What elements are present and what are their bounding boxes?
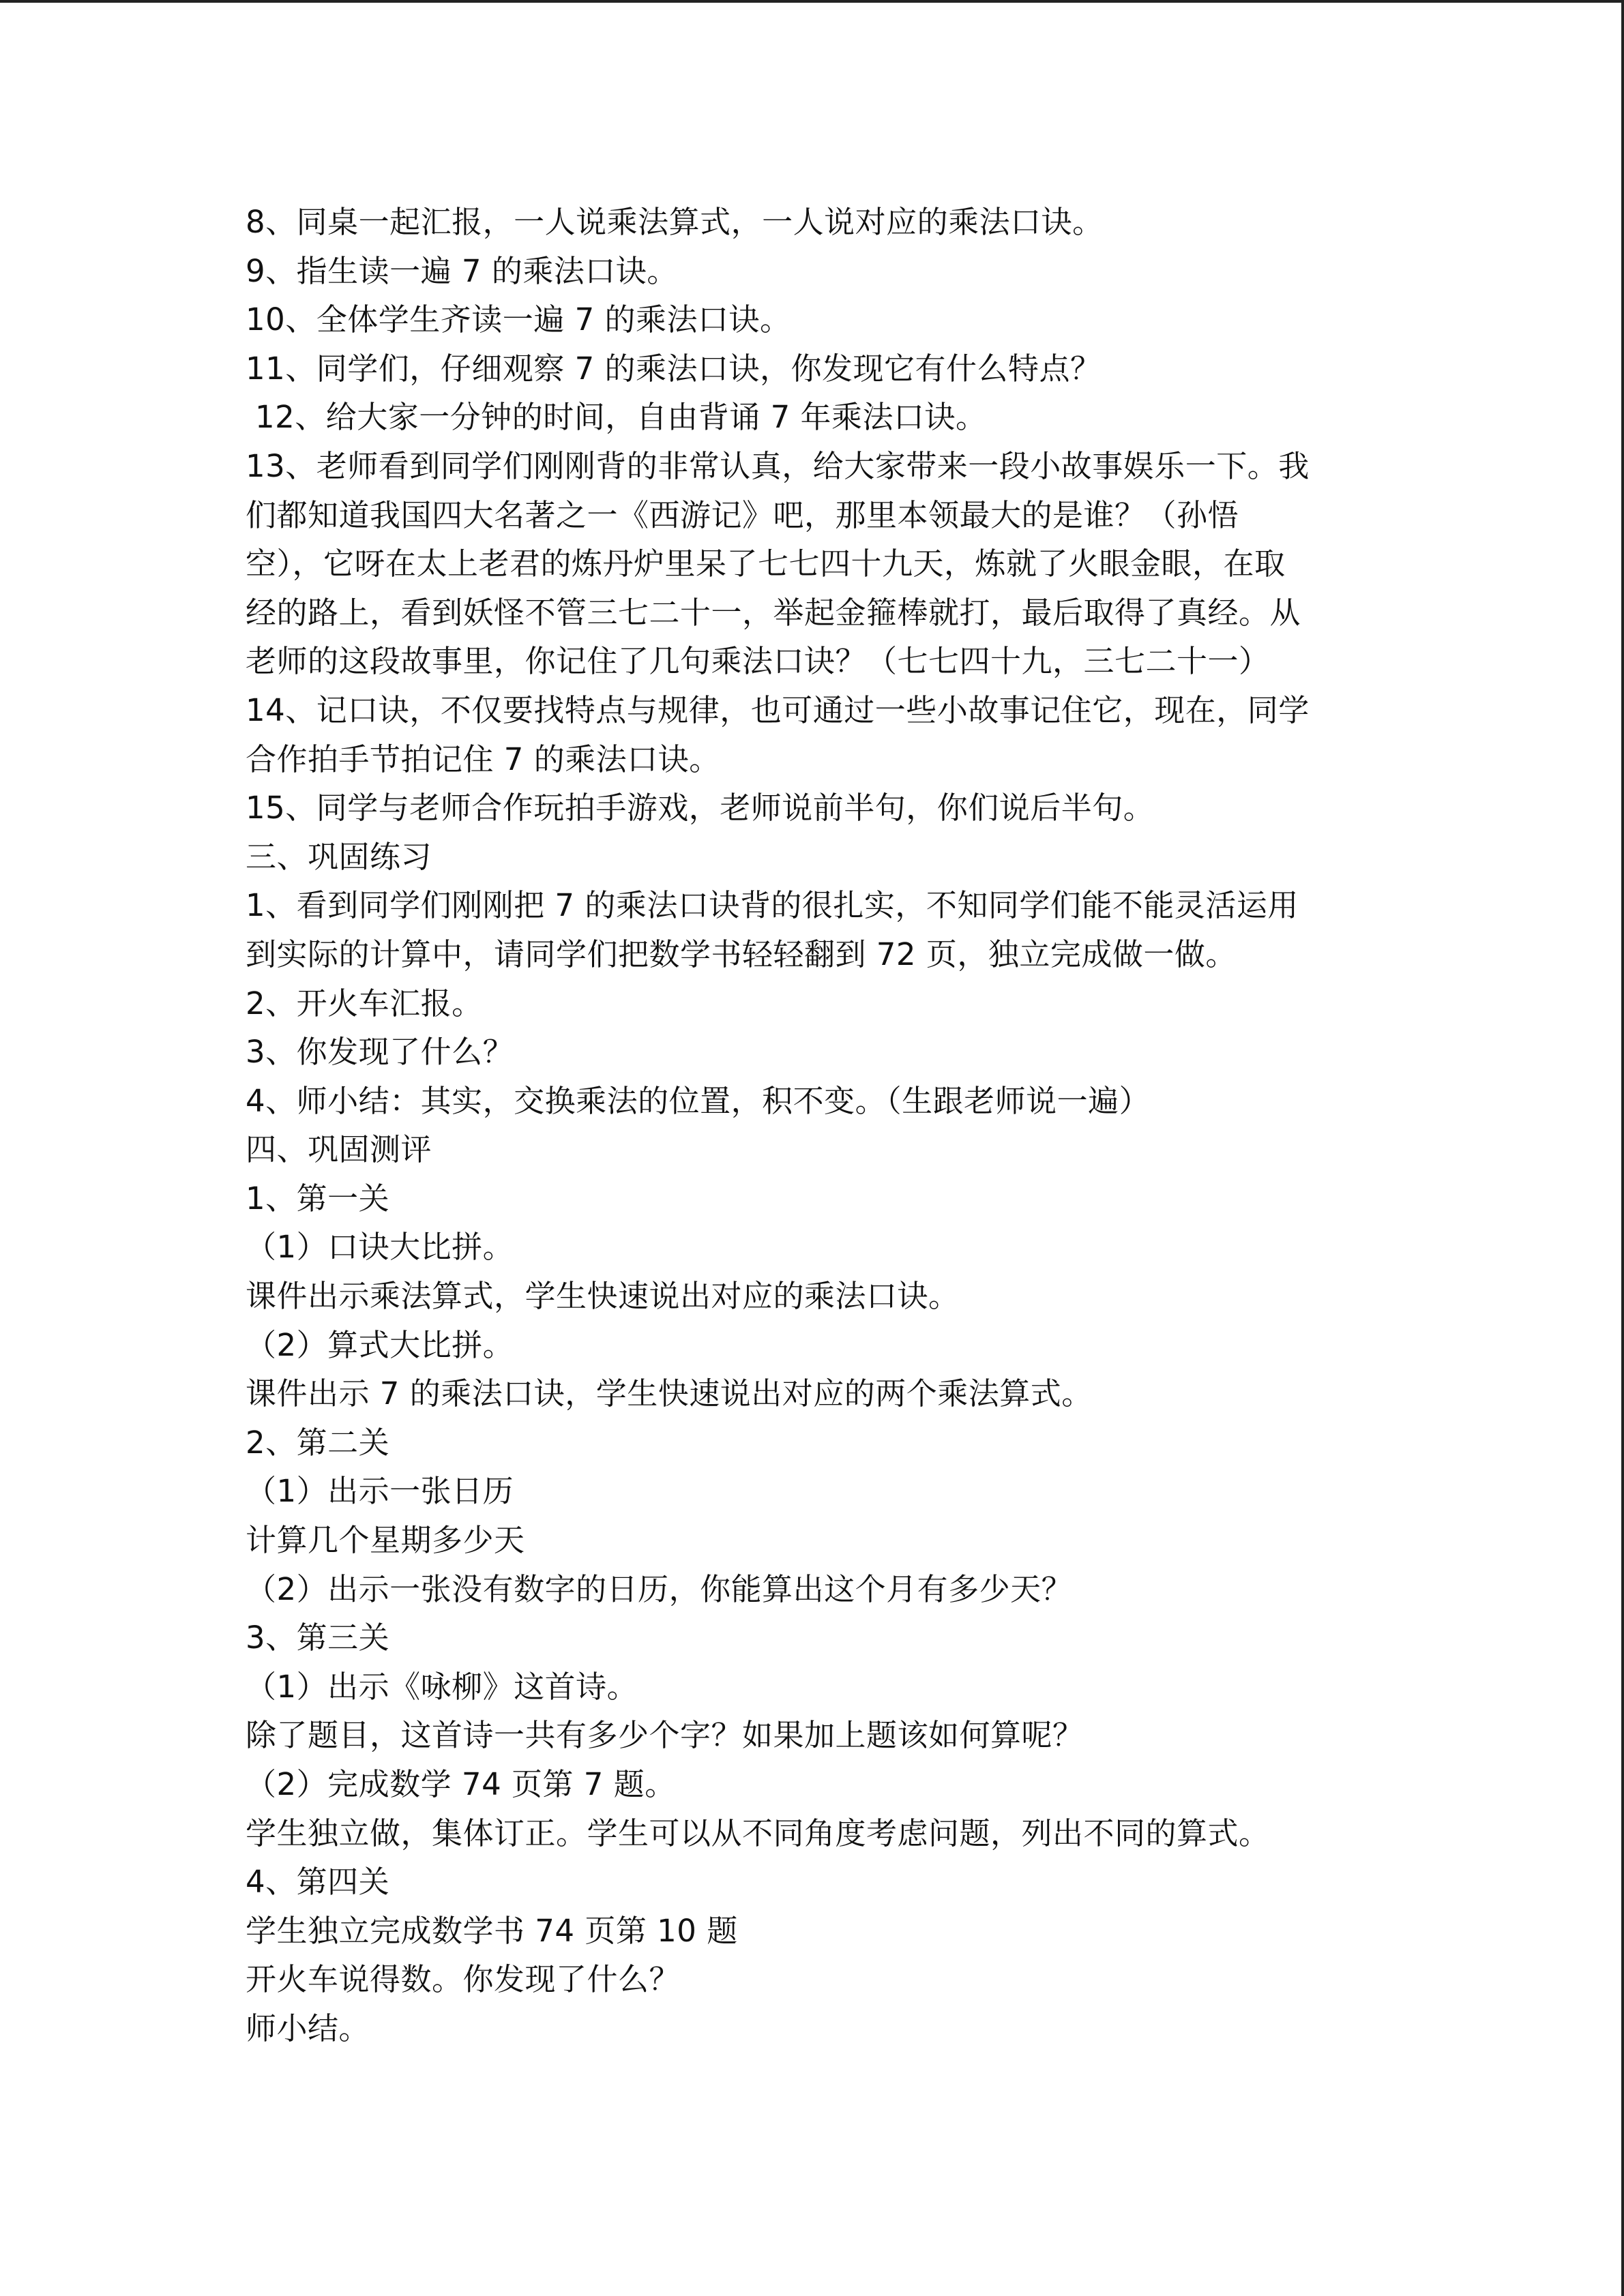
text-line: 2、开火车汇报。 (246, 985, 483, 1022)
text-line: 三、巩固练习 (246, 838, 432, 875)
text-line: （1）出示《咏柳》这首诗。 (246, 1668, 638, 1705)
text-line: 13、老师看到同学们刚刚背的非常认真，给大家带来一段小故事娱乐一下。我 (246, 447, 1310, 484)
text-line: 11、同学们，仔细观察 7 的乘法口诀，你发现它有什么特点？ (246, 350, 1102, 387)
text-line: （1）口诀大比拼。 (246, 1229, 514, 1266)
text-line: 课件出示 7 的乘法口诀，学生快速说出对应的两个乘法算式。 (246, 1375, 1093, 1412)
document-body (246, 198, 1391, 2053)
text-line: 12、给大家一分钟的时间，自由背诵 7 年乘法口诀。 (255, 399, 987, 436)
page-top-border (0, 0, 1624, 3)
text-line: 老师的这段故事里，你记住了几句乘法口诀？（七七四十九，三七二十一） (246, 643, 1270, 680)
text-line: 开火车说得数。你发现了什么？ (246, 1961, 681, 1998)
text-line: 3、你发现了什么？ (246, 1034, 514, 1071)
text-line: 4、第四关 (246, 1864, 390, 1900)
text-line: 14、记口诀，不仅要找特点与规律，也可通过一些小故事记住它，现在，同学 (246, 691, 1310, 728)
text-line: （2）算式大比拼。 (246, 1326, 514, 1363)
text-line: 1、第一关 (246, 1180, 390, 1217)
text-line: 到实际的计算中，请同学们把数学书轻轻翻到 72 页，独立完成做一做。 (246, 936, 1237, 972)
text-line: 四、巩固测评 (246, 1131, 432, 1168)
text-line: 除了题目，这首诗一共有多少个字？如果加上题该如何算呢？ (246, 1717, 1084, 1754)
text-line: 8、同桌一起汇报，一人说乘法算式，一人说对应的乘法口诀。 (246, 204, 1104, 240)
text-line: 合作拍手节拍记住 7 的乘法口诀。 (246, 741, 720, 777)
text-line: 4、师小结：其实，交换乘法的位置，积不变。（生跟老师说一遍） (246, 1082, 1151, 1119)
text-line: 学生独立完成数学书 74 页第 10 题 (246, 1912, 738, 1949)
page-right-border (1621, 0, 1624, 2296)
text-line: 3、第三关 (246, 1620, 390, 1656)
text-line: 10、全体学生齐读一遍 7 的乘法口诀。 (246, 301, 791, 338)
text-line: 师小结。 (246, 2010, 370, 2046)
text-line: 9、指生读一遍 7 的乘法口诀。 (246, 252, 678, 289)
text-line: 学生独立做，集体订正。学生可以从不同角度考虑问题，列出不同的算式。 (246, 1815, 1270, 1851)
text-line: （2）完成数学 74 页第 7 题。 (246, 1766, 676, 1802)
text-line: 们都知道我国四大名著之一《西游记》吧，那里本领最大的是谁？（孙悟 (246, 496, 1239, 533)
text-line: 1、看到同学们刚刚把 7 的乘法口诀背的很扎实，不知同学们能不能灵活运用 (246, 887, 1299, 924)
text-line: 计算几个星期多少天 (246, 1522, 525, 1559)
text-line: （2）出示一张没有数字的日历，你能算出这个月有多少天？ (246, 1570, 1073, 1607)
text-line: 15、同学与老师合作玩拍手游戏，老师说前半句，你们说后半句。 (246, 790, 1155, 826)
text-line: 空），它呀在太上老君的炼丹炉里呆了七七四十九天，炼就了火眼金眼，在取 (246, 546, 1286, 582)
text-line: （1）出示一张日历 (246, 1473, 514, 1510)
text-line: 经的路上，看到妖怪不管三七二十一，举起金箍棒就打，最后取得了真经。从 (246, 594, 1301, 631)
text-line: 2、第二关 (246, 1424, 390, 1461)
text-line: 课件出示乘法算式，学生快速说出对应的乘法口诀。 (246, 1278, 960, 1315)
